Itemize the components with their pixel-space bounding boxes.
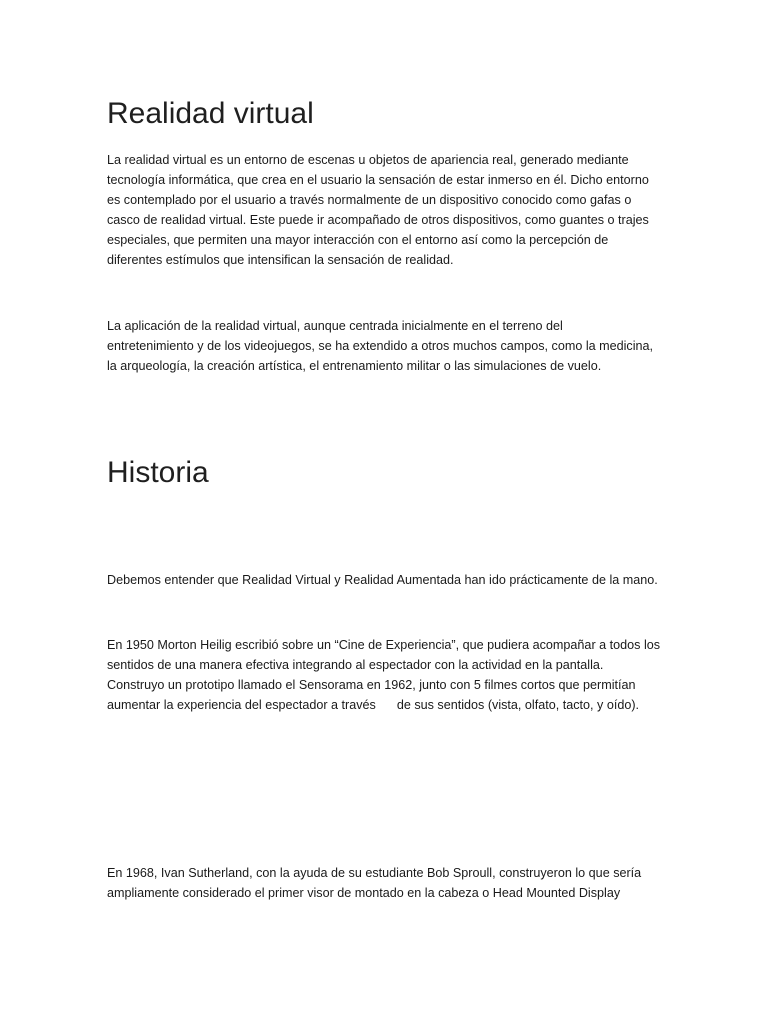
paragraph-applications bbox=[107, 316, 667, 376]
text-line: es contemplado por el usuario a través normalmente de un dispositivo conocido como gafas o bbox=[107, 193, 632, 207]
paragraph-definition bbox=[107, 150, 667, 270]
text-line: la arqueología, la creación artística, el entrenamiento militar o las simulaciones de vuelo. bbox=[107, 359, 602, 373]
text-line: La realidad virtual es un entorno de escenas u objetos de apariencia real, generado mediante bbox=[107, 153, 629, 167]
heading-historia: Historia bbox=[107, 456, 209, 489]
text-line: especiales, que permiten una mayor interacción con el entorno así como la percepción de bbox=[107, 233, 609, 247]
heading-realidad-virtual: Realidad virtual bbox=[107, 97, 314, 130]
text-line: aumentar la experiencia del espectador a través de sus sentidos (vista, olfato, tacto, y oído). bbox=[107, 698, 640, 712]
text-line: La aplicación de la realidad virtual, aunque centrada inicialmente en el terreno del bbox=[107, 319, 563, 333]
text-line: casco de realidad virtual. Este puede ir acompañado de otros dispositivos, como guantes o trajes bbox=[107, 213, 649, 227]
text-line: Construyo un prototipo llamado el Sensorama en 1962, junto con 5 filmes cortos que permitían bbox=[107, 678, 636, 692]
paragraph-heilig bbox=[107, 635, 667, 715]
text-line: En 1968, Ivan Sutherland, con la ayuda de su estudiante Bob Sproull, construyeron lo que sería bbox=[107, 866, 642, 880]
text-line: tecnología informática, que crea en el usuario la sensación de estar inmerso en él. Dicho entorno bbox=[107, 173, 649, 187]
text-line: sentidos de una manera efectiva integrando al espectador con la actividad en la pantalla. bbox=[107, 658, 604, 672]
text-line: En 1950 Morton Heilig escribió sobre un “Cine de Experiencia”, que pudiera acompañar a todos los bbox=[107, 638, 661, 652]
paragraph-sutherland bbox=[107, 863, 667, 903]
text-line: Debemos entender que Realidad Virtual y Realidad Aumentada han ido prácticamente de la mano. bbox=[107, 573, 658, 587]
text-line: diferentes estímulos que intensifican la sensación de realidad. bbox=[107, 253, 454, 267]
text-line: ampliamente considerado el primer visor de montado en la cabeza o Head Mounted Display bbox=[107, 886, 621, 900]
paragraph-vr-ar bbox=[107, 570, 667, 590]
text-line: entretenimiento y de los videojuegos, se ha extendido a otros muchos campos, como la medicina, bbox=[107, 339, 654, 353]
